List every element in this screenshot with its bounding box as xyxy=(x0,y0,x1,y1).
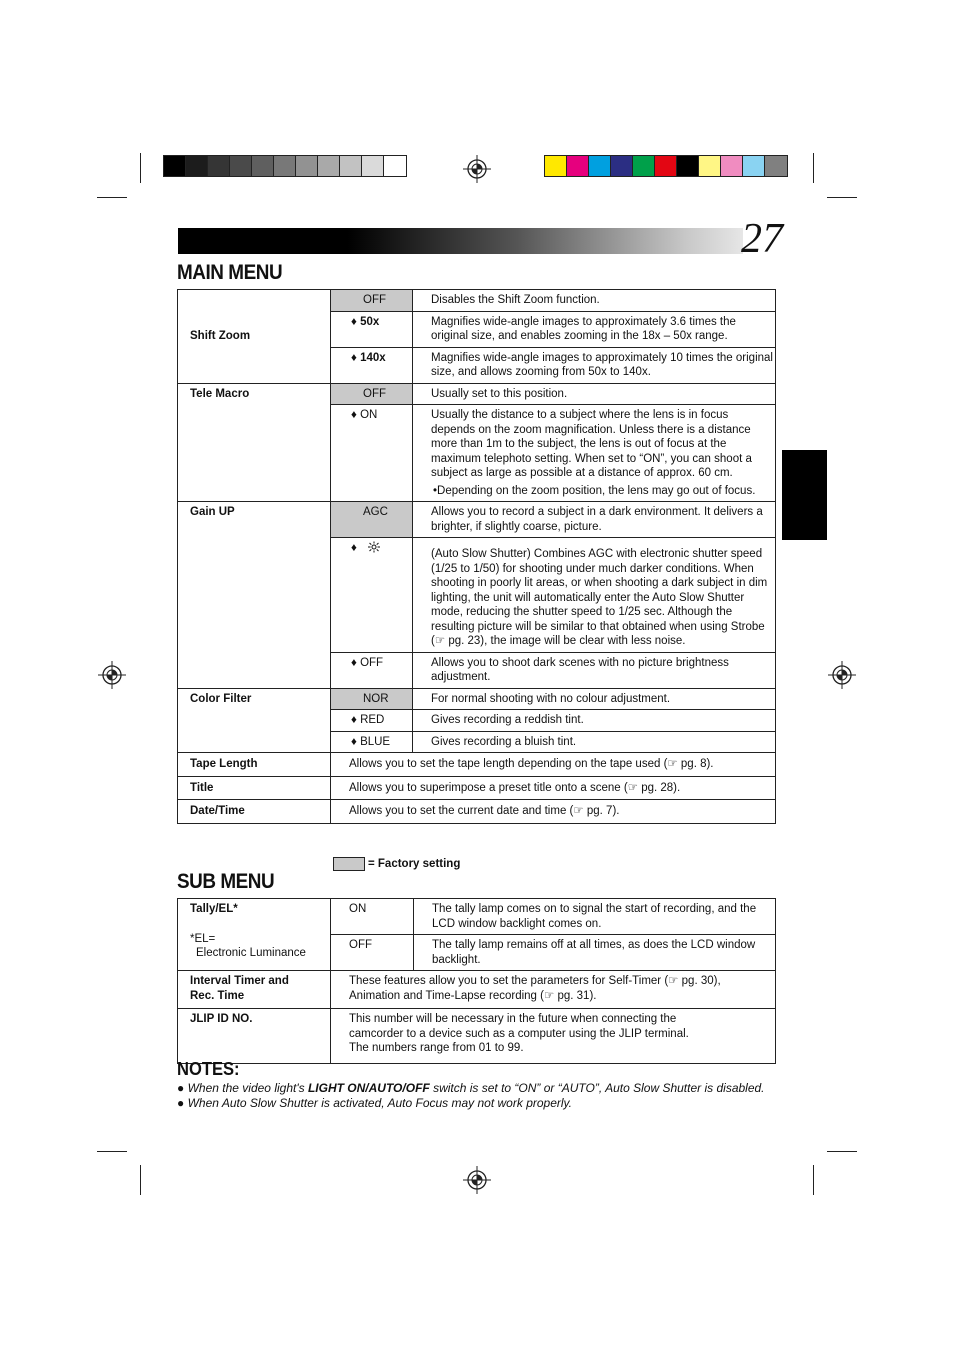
chapter-tab xyxy=(782,450,827,540)
option-description: Usually set to this position. xyxy=(413,383,776,405)
registration-mark-icon xyxy=(462,1165,492,1195)
color-swatch xyxy=(699,156,721,176)
option-description: (Auto Slow Shutter) Combines AGC with electronic shutter speed (1/25 to 1/50) for shooting under much darker conditions. When shooting in poorly lit areas, or when shooting a dark subject in dim lighting, the unit will automatically enter the Auto Slow Shutter mode, reducing the shutter speed to 1/25 sec. Although the resulting picture will be similar to that obtained when using Strobe (☞ pg. 23), the image will be clear with less noise. xyxy=(413,538,776,653)
registration-mark-icon xyxy=(827,660,857,690)
option-description: Gives recording a reddish tint. xyxy=(413,710,776,732)
option-factory: NOR xyxy=(331,688,413,710)
table-row xyxy=(178,971,776,1009)
option-description: The tally lamp remains off at all times, as does the LCD window backlight. xyxy=(414,935,776,971)
color-calibration-bar xyxy=(544,155,788,177)
option-value: ♦ 140x xyxy=(331,347,413,383)
item-label: JLIP ID NO. xyxy=(178,1009,331,1064)
color-swatch xyxy=(589,156,611,176)
sub-menu-title: SUB MENU xyxy=(177,870,275,893)
color-swatch xyxy=(633,156,655,176)
auto-slow-shutter-icon xyxy=(367,541,381,553)
note-item: ● When Auto Slow Shutter is activated, Auto Focus may not work properly. xyxy=(177,1096,572,1110)
item-label: Title xyxy=(178,776,331,800)
color-swatch xyxy=(765,156,787,176)
option-factory: AGC xyxy=(331,502,413,538)
item-label: Tally/EL* xyxy=(190,903,238,915)
item-label: Tele Macro xyxy=(178,383,331,502)
note-text: switch is set to “ON” or “AUTO”, Auto Slow Shutter is disabled. xyxy=(429,1081,765,1095)
option-value: ♦ 50x xyxy=(331,311,413,347)
item-description: These features allow you to set the parameters for Self-Timer (☞ pg. 30), Animation and Time-Lapse recording (☞ pg. 31). xyxy=(331,971,776,1009)
option-factory: OFF xyxy=(331,383,413,405)
item-label: Date/Time xyxy=(178,800,331,824)
color-swatch xyxy=(545,156,567,176)
option-note: •Depending on the zoom position, the lens may go out of focus. xyxy=(433,484,756,497)
option-value: ♦ BLUE xyxy=(331,731,413,753)
table-row xyxy=(178,383,776,405)
color-swatch xyxy=(340,156,362,176)
item-label: Color Filter xyxy=(178,688,331,753)
registration-mark-icon xyxy=(97,660,127,690)
color-swatch xyxy=(721,156,743,176)
item-label: Gain UP xyxy=(178,502,331,689)
color-swatch xyxy=(655,156,677,176)
item-label: Shift Zoom xyxy=(178,290,331,384)
table-row xyxy=(178,899,776,935)
factory-setting-swatch xyxy=(333,857,365,871)
item-label: Interval Timer and xyxy=(190,975,289,987)
legend-text: = Factory setting xyxy=(368,858,461,870)
item-label: Tape Length xyxy=(178,753,331,777)
option-description: Magnifies wide-angle images to approximately 10 times the original size, and allows zooming from 50x to 140x. xyxy=(413,347,776,383)
item-footnote: *EL= xyxy=(190,932,216,945)
sub-menu-table xyxy=(177,898,776,1064)
option-description: Allows you to shoot dark scenes with no picture brightness adjustment. xyxy=(413,652,776,688)
color-swatch xyxy=(274,156,296,176)
note-text: When Auto Slow Shutter is activated, Auto Focus may not work properly. xyxy=(187,1096,572,1110)
crop-mark xyxy=(827,197,857,198)
option-value: ♦ OFF xyxy=(331,652,413,688)
color-swatch xyxy=(611,156,633,176)
note-text-bold: LIGHT ON/AUTO/OFF xyxy=(307,1081,430,1095)
option-value: ♦ xyxy=(351,542,357,554)
option-description: Allows you to record a subject in a dark environment. It delivers a brighter, if slightly coarse, picture. xyxy=(413,502,776,538)
main-menu-table xyxy=(177,289,776,824)
crop-mark xyxy=(827,1151,857,1152)
option-value-cell xyxy=(331,538,413,653)
color-swatch xyxy=(743,156,765,176)
item-footnote: Electronic Luminance xyxy=(196,947,306,959)
registration-mark-icon xyxy=(462,154,492,184)
item-description: Allows you to set the current date and time (☞ pg. 7). xyxy=(331,800,776,824)
option-description-cell xyxy=(413,405,776,502)
page-number: 27 xyxy=(741,216,783,262)
table-row xyxy=(178,800,776,824)
crop-mark xyxy=(813,1165,814,1195)
header-gradient-bar xyxy=(178,228,743,254)
option-factory: OFF xyxy=(331,290,413,312)
option-value: ♦ ON xyxy=(331,405,413,502)
color-swatch xyxy=(362,156,384,176)
option-description: Gives recording a bluish tint. xyxy=(413,731,776,753)
option-value: ON xyxy=(331,899,414,935)
crop-mark xyxy=(140,1165,141,1195)
crop-mark xyxy=(140,153,141,183)
table-row xyxy=(178,290,776,312)
table-row xyxy=(178,753,776,777)
table-row xyxy=(178,1009,776,1064)
table-row xyxy=(178,502,776,538)
item-label-cell xyxy=(178,971,331,1009)
color-swatch xyxy=(384,156,406,176)
item-label-cell xyxy=(178,899,331,971)
notes-title: NOTES: xyxy=(177,1059,240,1079)
color-swatch xyxy=(318,156,340,176)
gray-calibration-bar xyxy=(163,155,407,177)
option-description: The tally lamp comes on to signal the start of recording, and the LCD window backlight comes on. xyxy=(414,899,776,935)
factory-setting-legend xyxy=(333,857,460,871)
color-swatch xyxy=(164,156,186,176)
item-description: This number will be necessary in the future when connecting the camcorder to a device such as a computer using the JLIP terminal. xyxy=(349,1013,689,1040)
color-swatch xyxy=(252,156,274,176)
color-swatch xyxy=(567,156,589,176)
option-description: Disables the Shift Zoom function. xyxy=(413,290,776,312)
crop-mark xyxy=(97,1151,127,1152)
item-description: Allows you to set the tape length depending on the tape used (☞ pg. 8). xyxy=(331,753,776,777)
table-row xyxy=(178,776,776,800)
color-swatch xyxy=(230,156,252,176)
item-label: Rec. Time xyxy=(190,989,245,1002)
item-description: The numbers range from 01 to 99. xyxy=(349,1042,524,1054)
item-description-cell xyxy=(331,1009,776,1064)
note-item: ● When the video light's LIGHT ON/AUTO/OFF switch is set to “ON” or “AUTO”, Auto Slow Shutter is disabled. xyxy=(177,1081,765,1095)
notes-section xyxy=(177,1059,767,1111)
crop-mark xyxy=(813,153,814,183)
option-description: Magnifies wide-angle images to approximately 3.6 times the original size, and enables zooming in the 18x – 50x range. xyxy=(413,311,776,347)
option-description: For normal shooting with no colour adjustment. xyxy=(413,688,776,710)
table-row xyxy=(178,688,776,710)
color-swatch xyxy=(677,156,699,176)
color-swatch xyxy=(208,156,230,176)
crop-mark xyxy=(97,197,127,198)
option-value: OFF xyxy=(331,935,414,971)
item-description: Allows you to superimpose a preset title onto a scene (☞ pg. 28). xyxy=(331,776,776,800)
note-text: When the video light's xyxy=(187,1081,308,1095)
option-description: Usually the distance to a subject where the lens is in focus depends on the zoom magnification. Unless there is a distance more than 1m to the subject, the lens is out of focus at the maximum telephoto setting. When set to “ON”, you can shoot a subject as large as possible at a distance of approx. 60 cm. xyxy=(431,409,752,479)
option-value: ♦ RED xyxy=(331,710,413,732)
color-swatch xyxy=(186,156,208,176)
color-swatch xyxy=(296,156,318,176)
main-menu-title: MAIN MENU xyxy=(177,261,283,284)
